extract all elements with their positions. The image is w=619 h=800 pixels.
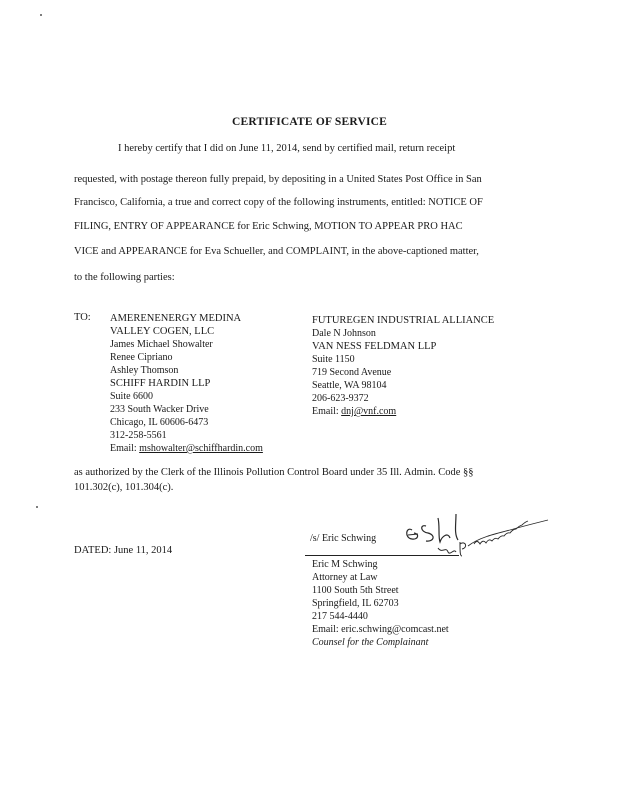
left-party-street: 233 South Wacker Drive [110, 404, 209, 415]
left-party-city: Chicago, IL 60606-6473 [110, 417, 209, 428]
right-party-email-label: Email: [312, 406, 342, 417]
right-party-firm: VAN NESS FELDMAN LLP [312, 341, 437, 352]
right-party-email-line [312, 405, 494, 418]
right-party-email-link[interactable]: dnj@vnf.com [341, 406, 397, 417]
signer-name: Eric M Schwing [312, 559, 378, 570]
scan-speck [36, 506, 38, 508]
signer-street: 1100 South 5th Street [312, 585, 399, 596]
left-party-phone: 312-258-5561 [110, 430, 167, 441]
body-line-6: to the following parties: [74, 272, 175, 283]
left-party-suite: Suite 6600 [110, 391, 154, 402]
dated-line: DATED: June 11, 2014 [74, 545, 173, 556]
left-party-block [110, 312, 263, 455]
body-line-2: requested, with postage thereon fully prepaid, by depositing in a United States Post Office in San [74, 174, 482, 185]
signer-phone: 217 544-4440 [312, 611, 368, 622]
right-party-suite: Suite 1150 [312, 354, 355, 365]
handwritten-signature [398, 508, 558, 558]
signature-line [305, 555, 459, 556]
authorization-line-2: 101.302(c), 101.304(c). [74, 482, 174, 493]
signature-block [312, 558, 449, 649]
body-line-4: FILING, ENTRY OF APPEARANCE for Eric Schwing, MOTION TO APPEAR PRO HAC [74, 221, 463, 232]
left-party-email-label: Email: [110, 443, 140, 454]
left-party-email-line [110, 442, 263, 455]
signer-role: Counsel for the Complainant [312, 637, 429, 648]
authorization-line-1: as authorized by the Clerk of the Illinois Pollution Control Board under 35 Ill. Admin. Code §§ [74, 467, 474, 478]
scan-speck [40, 14, 42, 16]
signer-email: Email: eric.schwing@comcast.net [312, 624, 449, 635]
to-label: TO: [74, 312, 91, 323]
right-party-street: 719 Second Avenue [312, 367, 392, 378]
left-party-name-line2: VALLEY COGEN, LLC [110, 326, 215, 337]
left-party-firm: SCHIFF HARDIN LLP [110, 378, 211, 389]
left-party-contact-3: Ashley Thomson [110, 365, 179, 376]
document-title: CERTIFICATE OF SERVICE [231, 116, 388, 128]
left-party-contact-2: Renee Cipriano [110, 352, 173, 363]
left-party-email-link[interactable]: mshowalter@schiffhardin.com [139, 443, 263, 454]
right-party-name: FUTUREGEN INDUSTRIAL ALLIANCE [312, 315, 495, 326]
body-line-3: Francisco, California, a true and correct copy of the following instruments, entitled: NOTICE OF [74, 197, 483, 208]
right-party-block [312, 314, 494, 418]
right-party-phone: 206-623-9372 [312, 393, 369, 404]
right-party-contact: Dale N Johnson [312, 328, 376, 339]
signer-city: Springfield, IL 62703 [312, 598, 399, 609]
signature-label: /s/ Eric Schwing [310, 533, 377, 544]
signer-title: Attorney at Law [312, 572, 378, 583]
left-party-name-line1: AMERENENERGY MEDINA [110, 313, 242, 324]
body-line-1: I hereby certify that I did on June 11, 2014, send by certified mail, return receipt [118, 143, 456, 154]
body-line-5: VICE and APPEARANCE for Eva Schueller, and COMPLAINT, in the above-captioned matter, [74, 246, 479, 257]
left-party-contact-1: James Michael Showalter [110, 339, 213, 350]
right-party-city: Seattle, WA 98104 [312, 380, 387, 391]
